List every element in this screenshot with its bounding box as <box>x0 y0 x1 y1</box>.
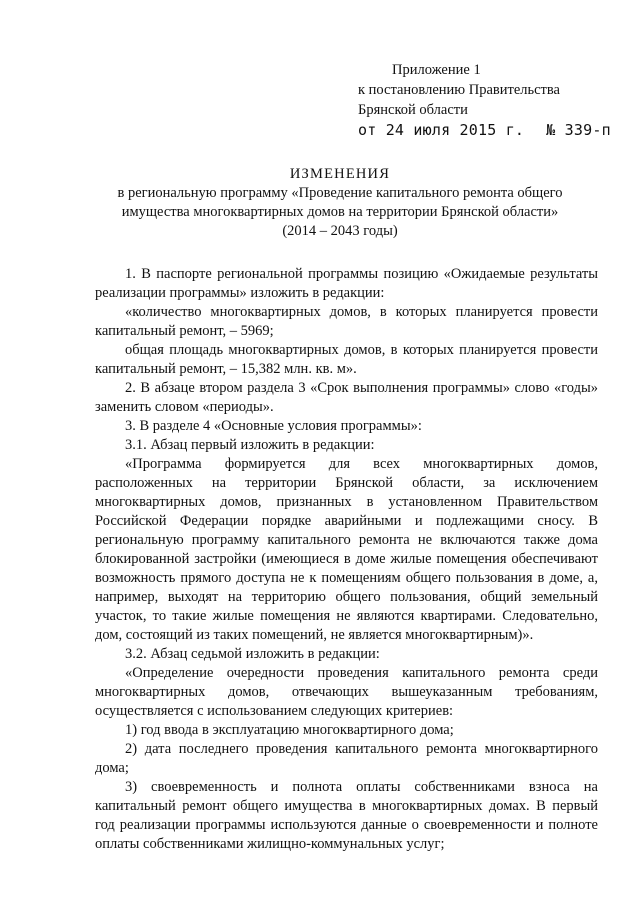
heading-line-1: в региональную программу «Проведение капитального ремонта общего <box>117 185 563 201</box>
date-prefix: от <box>358 121 377 139</box>
heading-line-2: имущества многоквартирных домов на территории Брянской области» <box>121 204 559 220</box>
document-body <box>95 265 598 854</box>
heading-title: ИЗМЕНЕНИЯ <box>289 166 391 182</box>
paragraph: 3) своевременность и полнота оплаты собственниками взноса на капитальный ремонт общего имущества в многоквартирных домах. В первый год реализации программы используются данные о своевременности и полноте оплаты собственниками жилищно-коммунальных услуг; <box>95 779 598 852</box>
paragraph: «Определение очередности проведения капитального ремонта среди многоквартирных домов, отвечающих вышеуказанным требованиям, осуществляется с использованием следующих критериев: <box>95 665 598 719</box>
resolution-date: 24 июля 2015 г. <box>385 121 525 139</box>
heading-line-3: (2014 – 2043 годы) <box>282 223 398 239</box>
paragraph: 1. В паспорте региональной программы позицию «Ожидаемые результаты реализации программы» изложить в редакции: <box>95 266 598 301</box>
paragraph: 3.2. Абзац седьмой изложить в редакции: <box>125 646 380 662</box>
appendix-header <box>358 60 628 140</box>
paragraph: «Программа формируется для всех многоквартирных домов, расположенных на территории Брянской области, за исключением многоквартирных домов, признанных в установленном Правительством Российской Федерации порядке аварийными и подлежащими сносу. В региональную программу капитального ремонта не включаются также дома блокированной застройки (имеющиеся в доме жилые помещения обеспечивают возможность прямого доступа не к помещениям общего пользования в доме, а, например, выходят на территорию общего пользования, общий земельный участок, то такие жилые помещения не являются квартирами. Следовательно, дом, состоящий из таких помещений, не является многоквартирным)». <box>95 456 598 643</box>
resolution-number: 339-п <box>564 121 611 139</box>
paragraph: «количество многоквартирных домов, в которых планируется провести капитальный ремонт, – 5969; <box>95 304 598 339</box>
paragraph: 2) дата последнего проведения капитального ремонта многоквартирного дома; <box>95 741 598 776</box>
appendix-date-line <box>358 120 628 140</box>
paragraph: 2. В абзаце втором раздела 3 «Срок выполнения программы» слово «годы» заменить словом «периоды». <box>95 380 598 415</box>
paragraph: общая площадь многоквартирных домов, в которых планируется провести капитальный ремонт, – 15,382 млн. кв. м». <box>95 342 598 377</box>
paragraph: 1) год ввода в эксплуатацию многоквартирного дома; <box>125 722 454 738</box>
appendix-title: Приложение 1 <box>392 62 481 78</box>
appendix-resolution: к постановлению Правительства <box>358 82 560 98</box>
paragraph: 3.1. Абзац первый изложить в редакции: <box>125 437 375 453</box>
document-heading <box>40 165 640 241</box>
appendix-region: Брянской области <box>358 102 468 118</box>
paragraph: 3. В разделе 4 «Основные условия программы»: <box>125 418 422 434</box>
number-sign: № <box>546 121 556 139</box>
